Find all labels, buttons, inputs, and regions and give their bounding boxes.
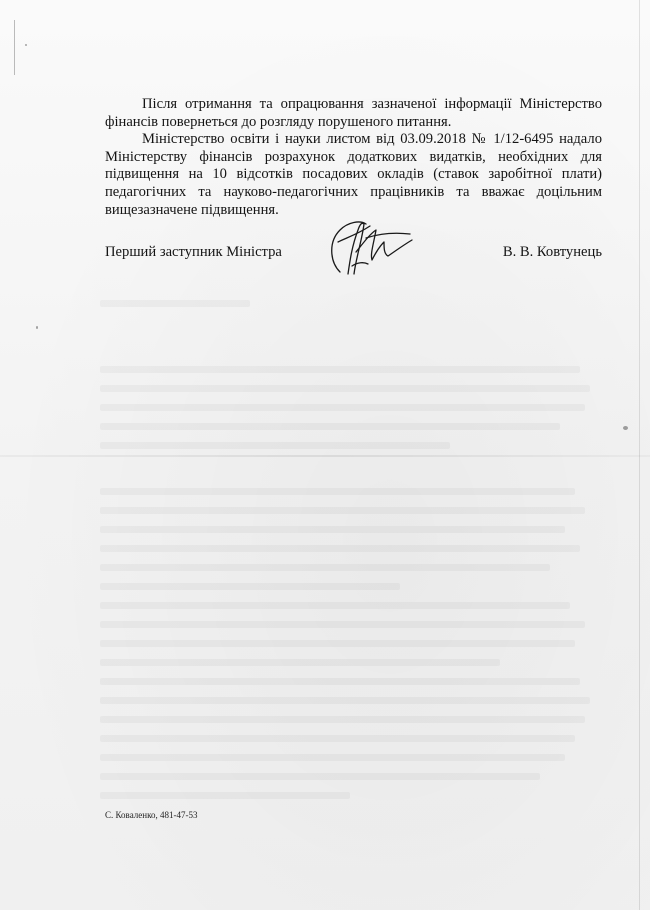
letter-body: [105, 96, 602, 219]
scan-edge-mark: [14, 20, 15, 75]
signatory-title: Перший заступник Міністра: [105, 244, 282, 260]
paper-speck: [623, 426, 628, 430]
paragraph-1: Після отримання та опрацювання зазначеної інформації Міністерство фінансів повернеться до розгляду порушеного питання.: [105, 96, 602, 130]
signatory-name: В. В. Ковтунець: [502, 244, 602, 260]
handwritten-signature: [318, 212, 418, 282]
paper-speck: [36, 326, 38, 329]
bleed-through-text: [100, 300, 600, 811]
paper-speck: [25, 44, 27, 46]
paragraph-2: Міністерство освіти і науки листом від 03.09.2018 № 1/12-6495 надало Міністерству фінансів розрахунок додаткових видатків, необхідних для підвищення на 10 відсотків посадових окладів (ставок заробітної плати) педагогічних та науково-педагогічних працівників та вважає доцільним вищезазначене підвищення.: [105, 131, 602, 218]
executor-note: С. Коваленко, 481-47-53: [105, 810, 198, 820]
